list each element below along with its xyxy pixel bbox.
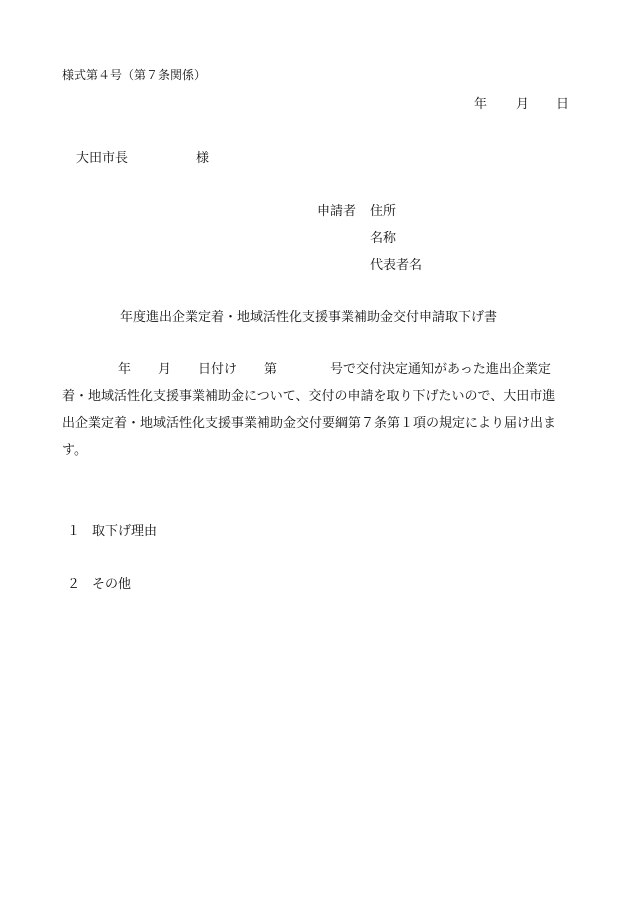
body-month-label: 月 (158, 362, 172, 377)
form-number: 様式第４号（第７条関係） (62, 68, 207, 82)
applicant-label: 申請者 (317, 204, 357, 219)
date-year-label: 年 (474, 97, 488, 112)
applicant-address-label: 住所 (370, 204, 397, 219)
body-line-1 (62, 356, 577, 383)
body-line-4: す。 (62, 443, 87, 458)
addressee-name: 大田市長 (76, 151, 129, 166)
body-number-prefix: 第 (264, 362, 278, 377)
addressee-honorific: 様 (196, 151, 210, 166)
item-1-label: 取下げ理由 (92, 524, 158, 539)
body-paragraph (62, 356, 577, 464)
item-2-number: ２ (67, 577, 81, 592)
body-year-label: 年 (118, 362, 132, 377)
document-title: 年度進出企業定着・地域活性化支援事業補助金交付申請取下げ書 (120, 310, 498, 325)
item-1-number: １ (67, 524, 81, 539)
body-line-1-rest: 号で交付決定通知があった進出企業定 (330, 362, 551, 377)
item-2-label: その他 (92, 577, 132, 592)
applicant-representative-label: 代表者名 (370, 258, 423, 273)
body-line-3: 出企業定着・地域活性化支援事業補助金交付要綱第７条第１項の規定により届け出ま (62, 416, 557, 431)
date-month-label: 月 (516, 97, 530, 112)
body-dated-label: 日付け (198, 362, 238, 377)
applicant-name-label: 名称 (370, 231, 397, 246)
body-line-2: 着・地域活性化支援事業補助金について、交付の申請を取り下げたいので、大田市進 (62, 389, 556, 404)
date-day-label: 日 (556, 97, 570, 112)
